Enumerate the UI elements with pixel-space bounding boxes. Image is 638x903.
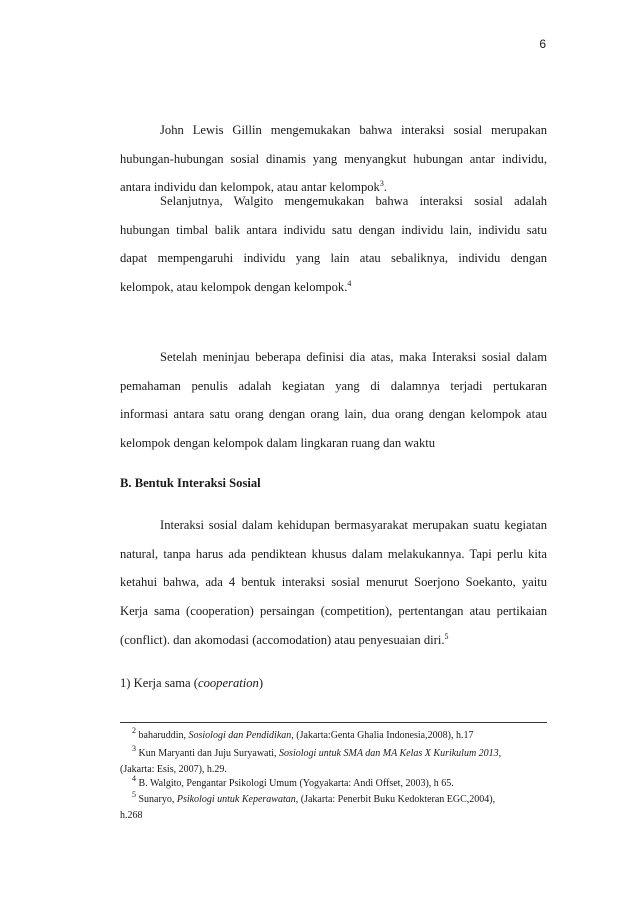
paragraph-line: ketahui bahwa, ada 4 bentuk interaksi sosial menurut Soerjono Soekanto, yaitu <box>120 575 547 590</box>
paragraph-line: hubungan-hubungan sosial dinamis yang menyangkut hubungan antar individu, <box>120 151 547 166</box>
paragraph-line: kelompok, atau kelompok dengan kelompok.$^4$ <box>120 279 352 295</box>
paragraph-line: pemahaman penulis adalah kegiatan yang di dalamnya terjadi pertukaran <box>120 378 547 393</box>
footnote-divider <box>120 722 547 723</box>
paragraph-line: informasi antara satu orang dengan orang lain, dua orang dengan kelompok atau <box>120 407 547 422</box>
list-item-kerja-sama: 1) Kerja sama (cooperation) <box>120 676 264 690</box>
paragraph-line: (conflict). dan akomodasi (accomodation) atau penyesuaian diri.$^5$ <box>120 631 449 647</box>
footnote-ref: 4 <box>347 279 352 289</box>
paragraph-bentuk <box>120 511 547 654</box>
paragraph-line: Setelah meninjau beberapa definisi dia atas, maka Interaksi sosial dalam <box>160 350 547 364</box>
footnote-3: $^3$ Kun Maryanti dan Juju Suryawati, Sosiologi untuk SMA dan MA Kelas X Kurikulum 2013, (Jakarta: Esis, 2007), h.29. <box>120 744 502 775</box>
footnote-ref: 5 <box>444 631 449 641</box>
paragraph-line: antara individu dan kelompok, atau antar kelompok$^3$. <box>120 179 388 195</box>
paragraph-line: hubungan timbal balik antara individu satu dengan individu lain, individu satu <box>120 222 547 237</box>
paragraph-line: John Lewis Gillin mengemukakan bahwa interaksi sosial merupakan <box>160 123 547 137</box>
footnote-ref: 3 <box>379 179 384 189</box>
paragraph-line: Selanjutnya, Walgito mengemukakan bahwa interaksi sosial adalah <box>160 194 547 208</box>
paragraph-line: kelompok dengan kelompok dalam lingkaran ruang dan waktu <box>120 436 436 451</box>
paragraph-line: dapat mempengaruhi individu yang lain atau sebaliknya, individu dengan <box>120 251 547 266</box>
paragraph-definition <box>120 343 547 458</box>
page-number: 6 <box>539 37 546 51</box>
section-heading: B. Bentuk Interaksi Sosial <box>120 476 261 490</box>
paragraph-walgito <box>120 187 547 302</box>
footnote-5: $^5$ Sunaryo, Psikologi untuk Keperawatan, (Jakarta: Penerbit Buku Kedokteran EGC,2004), h.268 <box>120 790 496 821</box>
paragraph-line: Interaksi sosial dalam kehidupan bermasyarakat merupakan suatu kegiatan <box>160 518 547 532</box>
paragraph-line: natural, tanpa harus ada pendiktean khusus dalam melakukannya. Tapi perlu kita <box>120 546 547 561</box>
paragraph-line: Kerja sama (cooperation) persaingan (competition), pertentangan atau pertikaian <box>120 604 547 619</box>
footnote-4: $^4$ B. Walgito, Pengantar Psikologi Umum (Yogyakarta: Andi Offset, 2003), h 65. <box>132 774 454 789</box>
footnote-2: $^2$ baharuddin, Sosiologi dan Pendidikan, (Jakarta:Genta Ghalia Indonesia,2008), h.17 <box>132 726 474 741</box>
